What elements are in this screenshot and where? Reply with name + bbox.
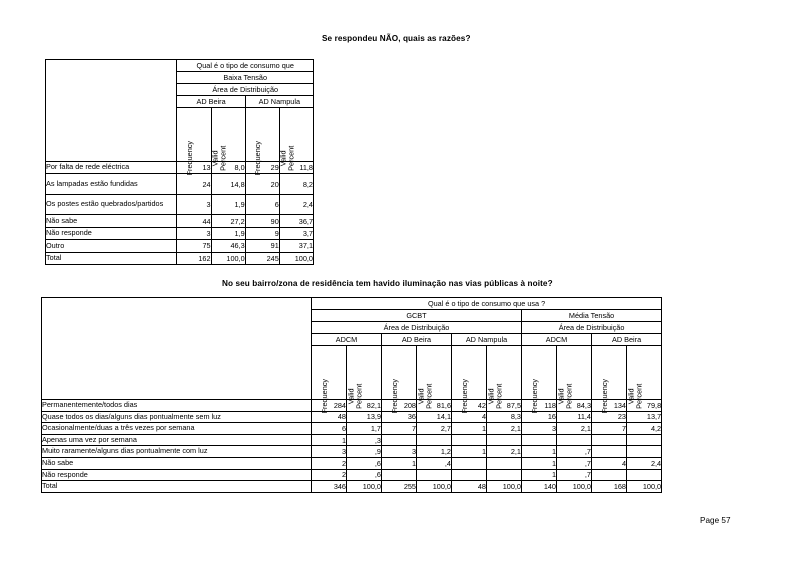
- row-value: 1,9: [211, 194, 245, 215]
- row-value: 100,0: [627, 481, 662, 493]
- table-row: [46, 215, 314, 227]
- row-value: 46,3: [211, 240, 245, 252]
- row-value: [417, 434, 452, 446]
- row-value: 82,1: [347, 400, 382, 412]
- row-value: ,6: [347, 457, 382, 469]
- row-value: 44: [177, 215, 211, 227]
- row-value: 42: [452, 400, 487, 412]
- row-value: 2,1: [487, 423, 522, 435]
- row-value: 140: [522, 481, 557, 493]
- row-label: Muito raramente/alguns dias pontualmente com luz: [42, 446, 312, 458]
- row-value: 100,0: [279, 252, 313, 264]
- row-label: Quase todos os dias/alguns dias pontualmente sem luz: [42, 411, 312, 423]
- row-value: 100,0: [211, 252, 245, 264]
- row-label: Não sabe: [46, 215, 177, 227]
- row-label: Os postes estão quebrados/partidos: [46, 194, 177, 215]
- table-row: [42, 434, 662, 446]
- measure-line: Percent: [424, 383, 434, 409]
- row-value: 84,3: [557, 400, 592, 412]
- measure-line: Valid: [279, 150, 289, 166]
- row-value: 3: [382, 446, 417, 458]
- row-value: [627, 434, 662, 446]
- row-value: [627, 469, 662, 481]
- row-value: 3: [177, 194, 211, 215]
- page-footer: Page 57: [700, 516, 731, 525]
- row-value: 1: [522, 469, 557, 481]
- measure-label: [348, 383, 364, 408]
- row-label: Ocasionalmente/duas a três vezes por semana: [42, 423, 312, 435]
- row-value: [452, 434, 487, 446]
- row-value: 2,7: [417, 423, 452, 435]
- header-consumption-type: Qual é o tipo de consumo que usa ?: [312, 298, 662, 310]
- row-value: 2: [312, 457, 347, 469]
- row-value: ,3: [347, 434, 382, 446]
- row-value: 118: [522, 400, 557, 412]
- row-value: [487, 469, 522, 481]
- table-corner-cell: [46, 60, 177, 162]
- row-value: 284: [312, 400, 347, 412]
- row-value: 3: [522, 423, 557, 435]
- row-value: 8,3: [487, 411, 522, 423]
- row-value: 4: [592, 457, 627, 469]
- row-value: 48: [452, 481, 487, 493]
- measure-label: Frequency: [319, 378, 329, 414]
- row-value: [592, 446, 627, 458]
- row-label: Não responde: [42, 469, 312, 481]
- header-tension-group-gcbt: GCBT: [312, 310, 522, 322]
- header-area-ad-nampula: AD Nampula: [245, 96, 313, 108]
- measure-line: Percent: [287, 145, 297, 171]
- measure-label: Frequency: [253, 140, 263, 176]
- row-label: Total: [46, 252, 177, 264]
- measure-label: Frequency: [389, 378, 399, 414]
- measure-line: Valid: [210, 150, 220, 166]
- section-1-title: Se respondeu NÃO, quais as razões?: [322, 34, 471, 43]
- row-value: 75: [177, 240, 211, 252]
- table-row: [46, 252, 314, 264]
- row-value: ,7: [557, 469, 592, 481]
- measure-label: [488, 383, 504, 408]
- row-value: 7: [592, 423, 627, 435]
- table-row: [42, 411, 662, 423]
- row-value: 1: [452, 423, 487, 435]
- row-value: 24: [177, 174, 211, 195]
- row-value: 4,2: [627, 423, 662, 435]
- measure-label: Frequency: [184, 140, 194, 176]
- row-label: Outro: [46, 240, 177, 252]
- row-value: 36,7: [279, 215, 313, 227]
- row-label: As lampadas estão fundidas: [46, 174, 177, 195]
- row-value: 79,8: [627, 400, 662, 412]
- header-area-label: Área de Distribuição: [312, 322, 522, 334]
- row-value: 27,2: [211, 215, 245, 227]
- row-value: 16: [522, 411, 557, 423]
- row-value: 8,0: [211, 162, 245, 174]
- header-area-adcm: ADCM: [522, 334, 592, 346]
- row-value: [592, 469, 627, 481]
- table-row: [42, 423, 662, 435]
- table-row: [46, 60, 314, 72]
- row-value: 11,8: [279, 162, 313, 174]
- row-value: 7: [382, 423, 417, 435]
- row-value: 1: [382, 457, 417, 469]
- row-value: 1: [452, 446, 487, 458]
- row-label: Por falta de rede eléctrica: [46, 162, 177, 174]
- table-row: [42, 481, 662, 493]
- row-value: 100,0: [417, 481, 452, 493]
- row-value: 91: [245, 240, 279, 252]
- row-value: ,7: [557, 457, 592, 469]
- row-value: ,4: [417, 457, 452, 469]
- row-value: [382, 469, 417, 481]
- header-area-ad-nampula: AD Nampula: [452, 334, 522, 346]
- row-value: [522, 434, 557, 446]
- row-value: 13,7: [627, 411, 662, 423]
- row-value: 1: [522, 446, 557, 458]
- row-value: 1,7: [347, 423, 382, 435]
- row-value: 2,4: [627, 457, 662, 469]
- measure-label: [558, 383, 574, 408]
- row-value: 3: [177, 227, 211, 239]
- row-value: 2,1: [557, 423, 592, 435]
- row-value: [452, 457, 487, 469]
- header-tension-group: Baixa Tensão: [177, 72, 314, 84]
- row-value: [382, 434, 417, 446]
- row-value: 3,7: [279, 227, 313, 239]
- row-value: 2: [312, 469, 347, 481]
- row-value: [417, 469, 452, 481]
- row-value: 346: [312, 481, 347, 493]
- table-corner-cell: [42, 298, 312, 400]
- row-value: 162: [177, 252, 211, 264]
- measure-label: Frequency: [529, 378, 539, 414]
- row-value: 8,2: [279, 174, 313, 195]
- row-value: [487, 434, 522, 446]
- measure-line: Percent: [218, 145, 228, 171]
- row-value: 13: [177, 162, 211, 174]
- row-value: 245: [245, 252, 279, 264]
- measure-label: Frequency: [599, 378, 609, 414]
- measure-line: Valid: [416, 388, 426, 404]
- row-value: 2,1: [487, 446, 522, 458]
- row-value: 1,9: [211, 227, 245, 239]
- header-consumption-type: Qual é o tipo de consumo que: [177, 60, 314, 72]
- row-value: 100,0: [487, 481, 522, 493]
- measure-label: [628, 383, 644, 408]
- row-value: 4: [452, 411, 487, 423]
- row-value: 36: [382, 411, 417, 423]
- table-reasons-no: [45, 59, 314, 265]
- row-value: 14,8: [211, 174, 245, 195]
- row-value: [557, 434, 592, 446]
- row-label: Permanentemente/todos dias: [42, 400, 312, 412]
- header-area-label: Área de Distribuição: [177, 84, 314, 96]
- table-row: [42, 298, 662, 310]
- row-value: 20: [245, 174, 279, 195]
- row-value: 6: [245, 194, 279, 215]
- row-value: 3: [312, 446, 347, 458]
- table-row: [46, 194, 314, 215]
- row-value: 81,6: [417, 400, 452, 412]
- row-value: 255: [382, 481, 417, 493]
- header-area-label: Área de Distribuição: [522, 322, 662, 334]
- measure-line: Valid: [346, 388, 356, 404]
- table-row: [46, 162, 314, 174]
- measure-label: [212, 145, 228, 170]
- row-value: 11,4: [557, 411, 592, 423]
- header-area-adcm: ADCM: [312, 334, 382, 346]
- header-area-ad-beira: AD Beira: [177, 96, 245, 108]
- measure-line: Percent: [564, 383, 574, 409]
- row-value: 90: [245, 215, 279, 227]
- table-row: [46, 174, 314, 195]
- table-public-lighting: [41, 297, 662, 493]
- row-value: [487, 457, 522, 469]
- row-value: 37,1: [279, 240, 313, 252]
- row-value: 13,9: [347, 411, 382, 423]
- row-value: 208: [382, 400, 417, 412]
- measure-line: Valid: [556, 388, 566, 404]
- measure-label: [280, 145, 296, 170]
- row-value: [452, 469, 487, 481]
- section-2-title: No seu bairro/zona de residência tem havido iluminação nas vias públicas à noite?: [222, 279, 553, 288]
- table-row: [46, 227, 314, 239]
- measure-label: Frequency: [459, 378, 469, 414]
- row-label: Não sabe: [42, 457, 312, 469]
- measure-line: Percent: [354, 383, 364, 409]
- measure-line: Percent: [634, 383, 644, 409]
- row-label: Apenas uma vez por semana: [42, 434, 312, 446]
- row-value: 100,0: [347, 481, 382, 493]
- row-label: Não responde: [46, 227, 177, 239]
- table-row: [46, 240, 314, 252]
- row-value: ,7: [557, 446, 592, 458]
- measure-line: Percent: [494, 383, 504, 409]
- header-area-ad-beira: AD Beira: [382, 334, 452, 346]
- row-value: 9: [245, 227, 279, 239]
- row-value: 1: [312, 434, 347, 446]
- row-value: 100,0: [557, 481, 592, 493]
- row-value: 48: [312, 411, 347, 423]
- table-row: [42, 446, 662, 458]
- measure-label: [418, 383, 434, 408]
- table-row: [42, 457, 662, 469]
- row-value: 134: [592, 400, 627, 412]
- measure-line: Valid: [486, 388, 496, 404]
- row-value: 14,1: [417, 411, 452, 423]
- row-value: 87,5: [487, 400, 522, 412]
- header-area-ad-beira: AD Beira: [592, 334, 662, 346]
- row-value: 23: [592, 411, 627, 423]
- table-row: [42, 469, 662, 481]
- row-value: ,9: [347, 446, 382, 458]
- row-value: 6: [312, 423, 347, 435]
- row-value: 1: [522, 457, 557, 469]
- row-value: 29: [245, 162, 279, 174]
- row-value: 1,2: [417, 446, 452, 458]
- measure-line: Valid: [626, 388, 636, 404]
- row-label: Total: [42, 481, 312, 493]
- row-value: ,6: [347, 469, 382, 481]
- row-value: [627, 446, 662, 458]
- header-tension-group-media-tensao: Média Tensão: [522, 310, 662, 322]
- row-value: 2,4: [279, 194, 313, 215]
- row-value: 168: [592, 481, 627, 493]
- row-value: [592, 434, 627, 446]
